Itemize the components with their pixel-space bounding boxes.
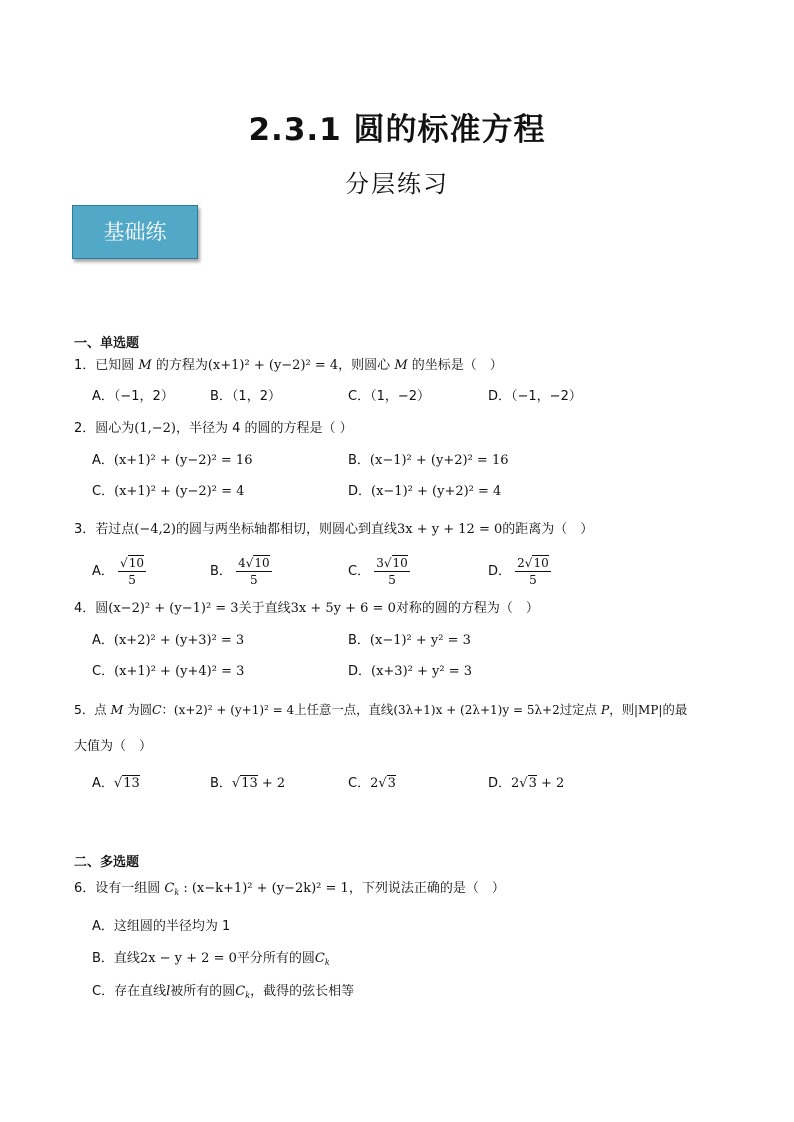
q2-option-d: D．(x−1)² + (y+2)² = 4 — [348, 484, 502, 499]
q1-option-b: B．（1，2） — [210, 389, 281, 404]
q4-option-c: C．(x+1)² + (y+4)² = 3 — [92, 664, 245, 679]
question-5: 5．点 M 为圆C：(x+2)² + (y+1)² = 4上任意一点，直线(3λ+1)x + (2λ+1)y = 5λ+2过定点 P，则|MP|的最 — [74, 702, 688, 717]
q1-equation: (x+1)² + (y−2)² = 4 — [207, 358, 339, 373]
question-5-continued: 大值为（ ） — [74, 739, 153, 754]
q6-option-a: A．这组圆的半径均为 1 — [92, 919, 231, 934]
section-heading-multi: 二、多选题 — [74, 855, 140, 870]
q3-option-a: A． $\frac{√10}{5}$ — [92, 556, 144, 587]
q1-option-c: C．（1，−2） — [348, 389, 431, 404]
level-badge: 基础练 — [72, 205, 198, 259]
q3-option-b: B． $\frac{4√10}{5}$ — [210, 556, 270, 587]
q5-option-d: D．2√3 + 2 — [488, 776, 565, 791]
q4-option-b: B．(x−1)² + y² = 3 — [348, 633, 471, 648]
q4-option-d: D．(x+3)² + y² = 3 — [348, 664, 473, 679]
section-heading-single: 一、单选题 — [74, 336, 140, 351]
page-subtitle: 分层练习 — [345, 170, 449, 198]
question-4: 4．圆(x−2)² + (y−1)² = 3关于直线3x + 5y + 6 = 0对称的圆的方程为（ ） — [74, 601, 539, 616]
question-2: 2．圆心为(1,−2)，半径为 4 的圆的方程是（ ） — [74, 421, 353, 436]
q2-option-b: B．(x−1)² + (y+2)² = 16 — [348, 453, 509, 468]
q1-option-a: A．（−1，2） — [92, 389, 174, 404]
q2-option-a: A．(x+1)² + (y−2)² = 16 — [92, 453, 253, 468]
q6-option-c: C．存在直线l被所有的圆$C_k$，截得的弦长相等 — [92, 984, 355, 1000]
q5-option-c: C．2√3 — [348, 776, 396, 791]
question-1: 1．已知圆 M 的方程为(x+1)² + (y−2)² = 4，则圆心 M 的坐标是（ ） — [74, 358, 503, 373]
q3-option-c: C． $\frac{3√10}{5}$ — [348, 556, 408, 587]
question-3: 3．若过点(−4,2)的圆与两坐标轴都相切，则圆心到直线3x + y + 12 = 0的距离为（ ） — [74, 522, 594, 537]
question-6: 6．设有一组圆 $C_k$ : (x−k+1)² + (y−2k)² = 1，下列说法正确的是（ ） — [74, 881, 505, 897]
q6-option-b: B．直线2x − y + 2 = 0平分所有的圆$C_k$ — [92, 951, 330, 967]
q3-option-d: D． $\frac{2√10}{5}$ — [488, 556, 549, 587]
q2-option-c: C．(x+1)² + (y−2)² = 4 — [92, 484, 245, 499]
q5-option-b: B．√13 + 2 — [210, 776, 286, 791]
q5-option-a: A．√13 — [92, 776, 140, 791]
page-title: 2.3.1 圆的标准方程 — [248, 112, 546, 148]
q1-option-d: D．（−1，−2） — [488, 389, 582, 404]
q4-option-a: A．(x+2)² + (y+3)² = 3 — [92, 633, 245, 648]
